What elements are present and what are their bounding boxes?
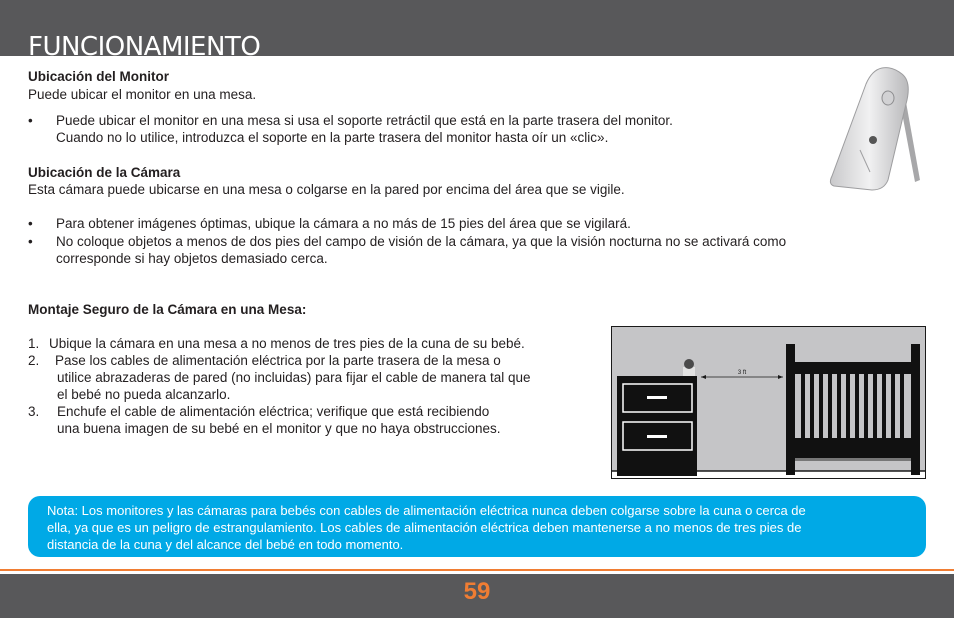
camera-icon	[684, 359, 694, 369]
step-number: 1.	[28, 336, 40, 351]
speaker-icon	[882, 91, 894, 105]
camera-location-intro: Esta cámara puede ubicarse en una mesa o colgarse en la pared por encima del área que se vigile.	[28, 182, 625, 197]
camera-location-heading: Ubicación de la Cámara	[28, 165, 181, 180]
page-number: 59	[463, 578, 491, 605]
step-text: Enchufe el cable de alimentación eléctrica; verifique que está recibiendo	[57, 404, 490, 419]
crib-post-right	[911, 344, 920, 475]
monitor-location-heading: Ubicación del Monitor	[28, 69, 170, 84]
step-number: 3.	[28, 404, 40, 419]
crib-top-rail	[795, 362, 911, 374]
distance-label: 3 ft	[737, 370, 747, 376]
step-number: 2.	[28, 353, 40, 368]
crib-slat	[810, 374, 814, 438]
crib-bottom-rail	[795, 438, 911, 458]
crib-slat	[828, 374, 832, 438]
crib-slat	[891, 374, 895, 438]
bullet-dot-icon: •	[28, 234, 33, 249]
note-text: distancia de la cuna y del alcance del bebé en todo momento.	[47, 537, 404, 552]
note-text: ella, ya que es un peligro de estrangulamiento. Los cables de alimentación eléctrica deben mantenerse a no menos de tres pies de	[47, 520, 802, 535]
crib-slat	[819, 374, 823, 438]
crib-slat	[837, 374, 841, 438]
crib-slat	[855, 374, 859, 438]
crib-post-left	[786, 344, 795, 475]
page-title: FUNCIONAMIENTO	[28, 32, 261, 56]
power-jack-icon	[869, 136, 877, 144]
safety-note-box	[28, 496, 926, 557]
crib-slat	[846, 374, 850, 438]
crib-slat	[900, 374, 904, 438]
crib-slat	[873, 374, 877, 438]
note-text: Nota: Los monitores y las cámaras para bebés con cables de alimentación eléctrica nunca deben colgarse sobre la cuna o cerca de	[47, 503, 806, 518]
crib-base-shadow	[795, 458, 911, 461]
crib-slat	[864, 374, 868, 438]
table-mount-heading: Montaje Seguro de la Cámara en una Mesa:	[28, 302, 307, 317]
bullet-text: Puede ubicar el monitor en una mesa si usa el soporte retráctil que está en la parte trasera del monitor.	[56, 113, 673, 128]
crib-slat	[801, 374, 805, 438]
footer-accent-line	[0, 569, 954, 571]
drawer-handle	[647, 435, 667, 438]
camera-crib-illustration	[611, 326, 926, 479]
bullet-dot-icon: •	[28, 113, 33, 128]
bullet-text: No coloque objetos a menos de dos pies del campo de visión de la cámara, ya que la visión nocturna no se activará como	[56, 234, 787, 249]
crib-slat	[882, 374, 886, 438]
drawer-handle	[647, 396, 667, 399]
step-text: una buena imagen de su bebé en el monitor y que no haya obstrucciones.	[57, 421, 501, 436]
step-text: utilice abrazaderas de pared (no incluidas) para fijar el cable de manera tal que	[57, 370, 531, 385]
monitor-stand-illustration	[826, 64, 926, 196]
bullet-text: corresponde si hay objetos demasiado cerca.	[56, 251, 328, 266]
bullet-text: Cuando no lo utilice, introduzca el soporte en la parte trasera del monitor hasta oír un «clic».	[56, 130, 609, 145]
monitor-location-intro: Puede ubicar el monitor en una mesa.	[28, 87, 257, 102]
bullet-text: Para obtener imágenes óptimas, ubique la cámara a no más de 15 pies del área que se vigilará.	[56, 216, 631, 231]
step-text: el bebé no pueda alcanzarlo.	[57, 387, 231, 402]
step-text: Ubique la cámara en una mesa a no menos de tres pies de la cuna de su bebé.	[49, 336, 525, 351]
bullet-dot-icon: •	[28, 216, 33, 231]
step-text: Pase los cables de alimentación eléctrica por la parte trasera de la mesa o	[55, 353, 501, 368]
